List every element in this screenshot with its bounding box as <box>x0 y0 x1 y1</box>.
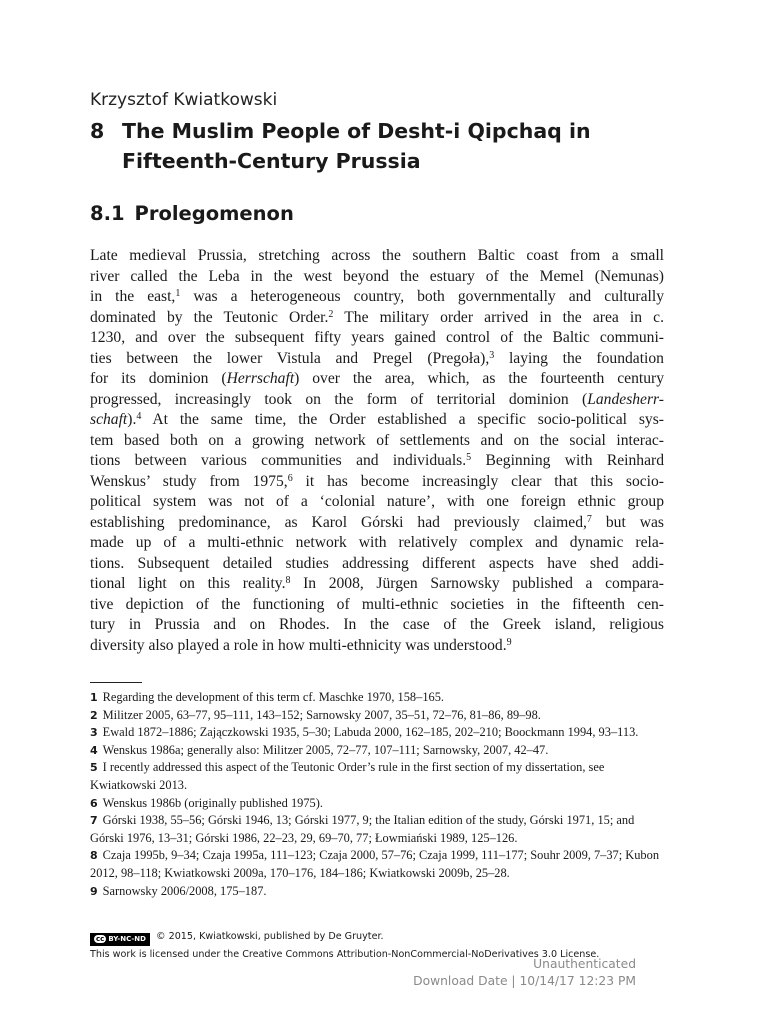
text-line: tional light on this reality.$^8$ In 2008, Jürgen Sarnowsky published a compara- <box>90 575 664 592</box>
footnote-ref-7[interactable]: 7 <box>586 513 592 525</box>
footnote-ref-8[interactable]: 8 <box>285 575 291 586</box>
footnote-ref-2[interactable]: 2 <box>328 308 334 320</box>
text-line: Wenskus’ study from 1975,$^6$ it has become increasingly clear that this socio- <box>90 472 664 490</box>
license-line-1: cc BY-NC-ND © 2015, Kwiatkowski, published by De Gruyter. <box>90 928 690 946</box>
footnote-ref-1[interactable]: 1 <box>175 288 181 299</box>
section-number: 8.1 <box>90 202 125 225</box>
license-line-2: This work is licensed under the Creative Commons Attribution-NonCommercial-NoDerivatives 3.0 License. <box>90 949 600 960</box>
text-line: progressed, increasingly took on the form of territorial dominion (Landesherr- <box>90 390 664 408</box>
footnote: 1 Regarding the development of this term cf. Maschke 1970, 158–165. <box>90 690 445 704</box>
chapter-number: 8 <box>90 119 105 143</box>
body-paragraph <box>90 246 664 656</box>
footnote: 2 Militzer 2005, 63–77, 95–111, 143–152; Sarnowsky 2007, 35–51, 72–76, 81–86, 89–98. <box>90 707 541 722</box>
footnote: 9 Sarnowsky 2006/2008, 175–187. <box>90 883 267 898</box>
text-line: in the east,$^1$ was a heterogeneous country, both governmentally and culturally <box>90 288 664 305</box>
text-line: establishing predominance, as Karol Górski had previously claimed,$^7$ but was <box>90 513 664 531</box>
download-watermark <box>413 956 636 990</box>
footnote: 8 Czaja 1995b, 9–34; Czaja 1995a, 111–123; Czaja 2000, 57–76; Czaja 1999, 111–177; Souhr 2009, 7–37; Kubon 2012, 98–118; Kwiatkowski 2009a, 170–176, 184–186; Kwiatkowski 2009b, 25–28. <box>90 848 660 880</box>
footnote-ref-4[interactable]: 4 <box>136 411 142 422</box>
footnote-ref-3[interactable]: 3 <box>489 349 495 361</box>
text-line: Late medieval Prussia, stretching across the southern Baltic coast from a small <box>90 247 664 264</box>
text-line: 1230, and over the subsequent fifty years gained control of the Baltic communi- <box>90 329 664 346</box>
footnote: 4 Wenskus 1986a; generally also: Militzer 2005, 72–77, 107–111; Sarnowsky, 2007, 42–47. <box>90 742 549 757</box>
text-line: tem based both on a growing network of settlements and on the social interac- <box>90 431 664 449</box>
footnote-ref-5[interactable]: 5 <box>466 452 472 463</box>
text-line: tions. Subsequent detailed studies addressing different aspects have shed addi- <box>90 554 664 572</box>
text-line: tions between various communities and individuals.$^5$ Beginning with Reinhard <box>90 452 664 469</box>
section-title: Prolegomenon <box>134 202 294 225</box>
footnote-ref-9[interactable]: 9 <box>506 636 512 648</box>
section-heading <box>90 202 294 225</box>
footnote: 6 Wenskus 1986b (originally published 1975). <box>90 795 323 810</box>
download-date: Download Date | 10/14/17 12:23 PM <box>413 974 636 988</box>
text-line: river called the Leba in the west beyond the estuary of the Memel (Nemunas) <box>90 267 664 285</box>
footnote-ref-6[interactable]: 6 <box>287 472 293 484</box>
cc-license-icon[interactable]: cc BY-NC-ND <box>90 933 150 946</box>
text-line: diversity also played a role in how multi-ethnicity was understood.$^9$ <box>90 636 512 654</box>
author-name: Krzysztof Kwiatkowski <box>90 90 278 110</box>
text-line: political system was not of a ‘colonial nature’, with one foreign ethnic group <box>90 493 664 510</box>
footnote: 5 I recently addressed this aspect of the Teutonic Order’s rule in the first section of my dissertation, see Kwiatkowski 2013. <box>90 760 605 792</box>
text-line: schaft).$^4$ At the same time, the Order established a specific socio-political sys- <box>90 411 664 428</box>
chapter-title-line-1: The Muslim People of Desht-i Qipchaq in <box>122 119 591 143</box>
chapter-title-line-2: Fifteenth-Century Prussia <box>122 149 421 173</box>
text-line: tury in Prussia and on Rhodes. In the case of the Greek island, religious <box>90 616 664 633</box>
text-line: dominated by the Teutonic Order.$^2$ The military order arrived in the area in c. <box>90 308 664 326</box>
auth-status: Unauthenticated <box>533 957 636 971</box>
text-line: ties between the lower Vistula and Pregel (Pregoła),$^3$ laying the foundation <box>90 349 664 367</box>
footnotes <box>90 689 666 900</box>
footnote: 7 Górski 1938, 55–56; Górski 1946, 13; Górski 1977, 9; the Italian edition of the study, Górski 1971, 15; and Górski 1976, 13–31; Górski 1986, 22–23, 29, 69–70, 77; Łowmiański 1989, 125–126. <box>90 813 635 845</box>
text-line: for its dominion (Herrschaft) over the area, which, as the fourteenth century <box>90 370 664 387</box>
text-line: made up of a multi-ethnic network with relatively complex and dynamic rela- <box>90 534 664 551</box>
text-line: tive depiction of the functioning of multi-ethnic societies in the fifteenth cen- <box>90 595 664 613</box>
footnote: 3 Ewald 1872–1886; Zajączkowski 1935, 5–30; Labuda 2000, 162–185, 202–210; Boockmann 1994, 93–113. <box>90 725 639 740</box>
footnote-divider <box>90 682 142 683</box>
chapter-title <box>90 116 670 176</box>
